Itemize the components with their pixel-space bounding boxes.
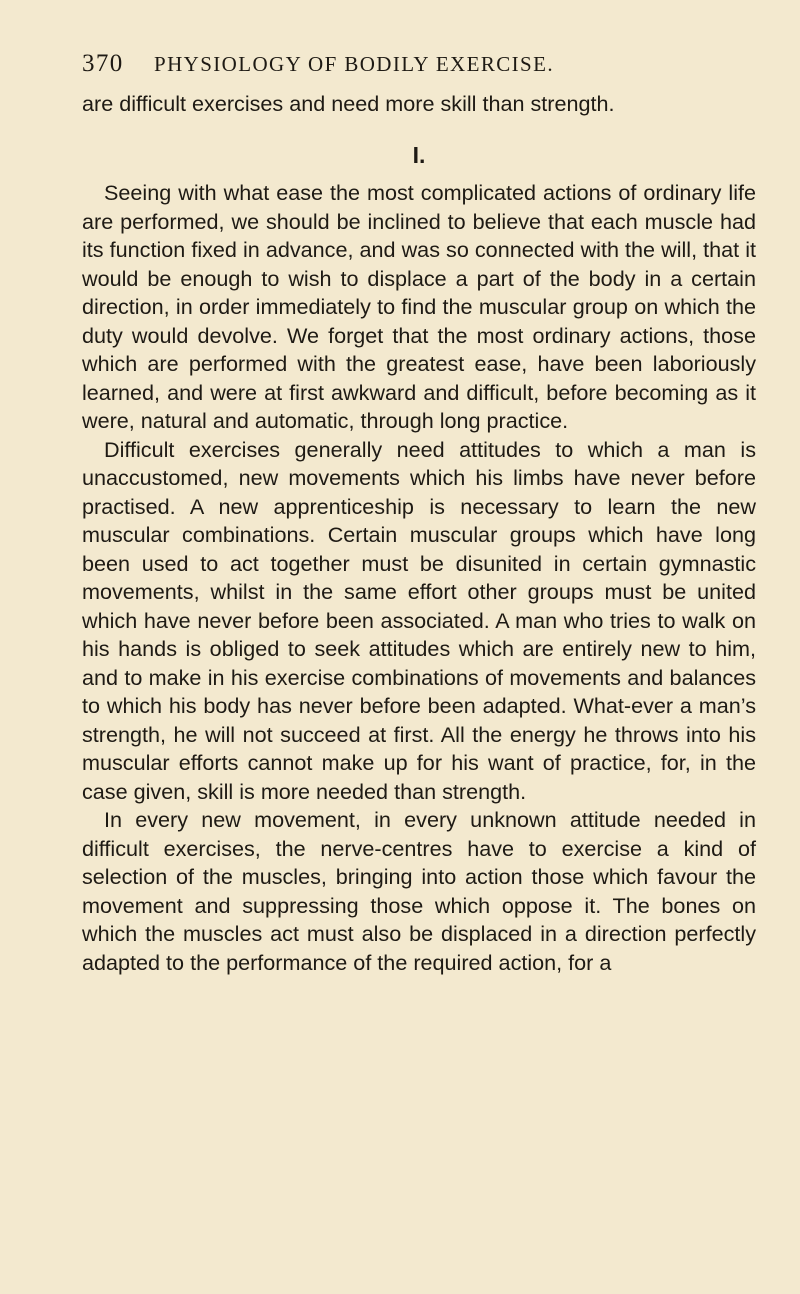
- running-title: PHYSIOLOGY OF BODILY EXERCISE.: [154, 52, 555, 76]
- section-numeral: I.: [412, 141, 426, 168]
- page-number: 370: [82, 50, 124, 77]
- paragraph-3: In every new movement, in every unknown attitude needed in difficult exercises, the nerve-centres have to exercise a kind of selection of the muscles, bringing into action those which favour the movement and suppressing those which oppose it. The bones on which the muscles act must also be displaced in a direction perfectly adapted to the performance of the required action, for a: [82, 807, 756, 975]
- continued-paragraph: are difficult exercises and need more skill than strength.: [82, 91, 615, 116]
- running-head: [82, 50, 756, 78]
- paragraph-1: Seeing with what ease the most complicated actions of ordinary life are performed, we should be inclined to believe that each muscle had its function fixed in advance, and was so connected with the will, that it would be enough to wish to displace a part of the body in a certain direction, in order immediately to find the muscular group on which the duty would devolve. We forget that the most ordinary actions, those which are performed with the greatest ease, have been laboriously learned, and were at first awkward and difficult, before becoming as it were, natural and automatic, through long practice.: [82, 180, 756, 433]
- paragraph-2: Difficult exercises generally need attitudes to which a man is unaccustomed, new movements which his limbs have never before practised. A new apprenticeship is necessary to learn the new muscular combinations. Certain muscular groups which have long been used to act together must be disunited in certain gymnastic movements, whilst in the same effort other groups must be united which have never before been associated. A man who tries to walk on his hands is obliged to seek attitudes which are entirely new to him, and to make in his exercise combinations of movements and balances to which his body has never before been adapted. What-ever a man’s strength, he will not succeed at first. All the energy he throws into his muscular efforts cannot make up for his want of practice, for, in the case given, skill is more needed than strength.: [82, 436, 756, 804]
- body-text: [82, 90, 756, 977]
